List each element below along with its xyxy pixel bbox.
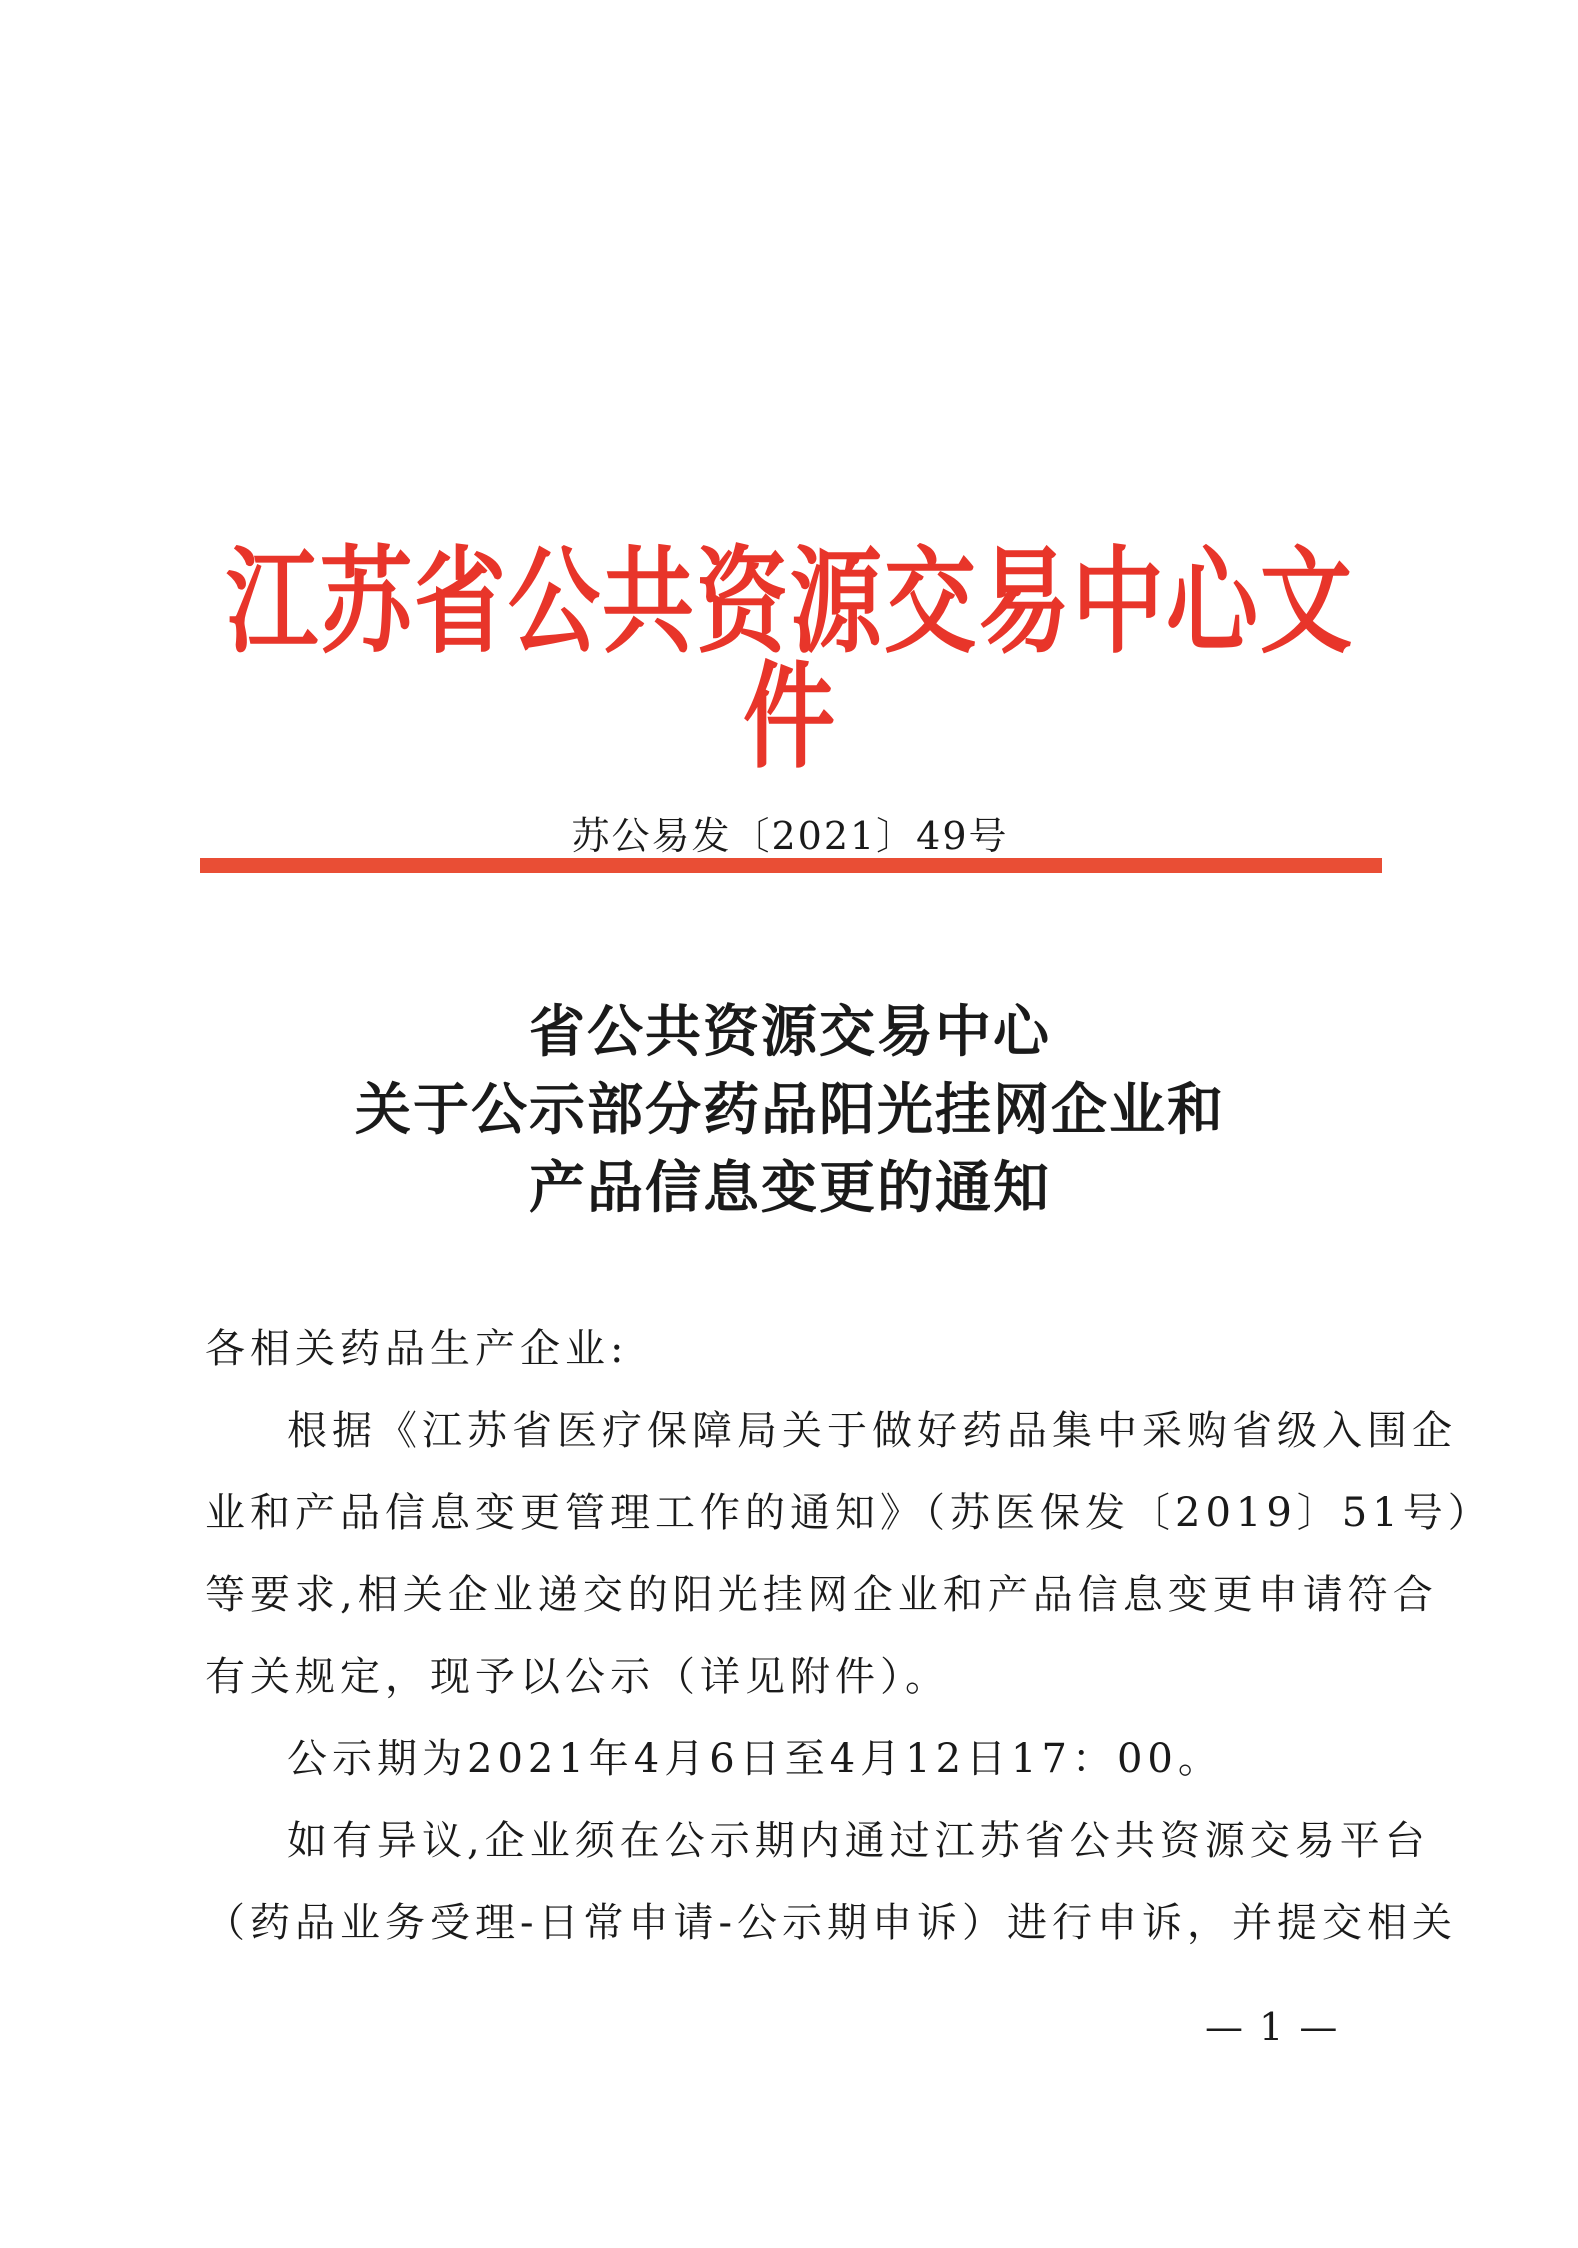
paragraph-line: 等要求,相关企业递交的阳光挂网企业和产品信息变更申请符合	[205, 1572, 1438, 1618]
red-header-title: 江苏省公共资源交易中心文件	[225, 535, 1354, 784]
notice-title	[200, 993, 1380, 1227]
paragraph-line: 根据《江苏省医疗保障局关于做好药品集中采购省级入围企	[287, 1408, 1457, 1454]
paragraph-line: 如有异议,企业须在公示期内通过江苏省公共资源交易平台	[287, 1818, 1430, 1864]
notice-body	[205, 1308, 1493, 1964]
publicity-period: 公示期为2021年4月6日至4月12日17：00。	[287, 1736, 1223, 1782]
document-number: 苏公易发〔2021〕49号	[571, 814, 1009, 858]
notice-title-line: 省公共资源交易中心	[529, 999, 1051, 1065]
notice-title-line: 产品信息变更的通知	[529, 1155, 1051, 1221]
page-number: — 1 —	[1205, 2005, 1340, 2049]
paragraph-line: 有关规定，现予以公示（详见附件）。	[205, 1654, 950, 1700]
salutation: 各相关药品生产企业:	[205, 1326, 629, 1372]
notice-title-line: 关于公示部分药品阳光挂网企业和	[355, 1077, 1225, 1143]
paragraph-line: 业和产品信息变更管理工作的通知》（苏医保发〔2019〕51号）	[205, 1490, 1493, 1536]
red-divider-rule	[200, 858, 1382, 873]
paragraph-line: （药品业务受理-日常申请-公示期申诉）进行申诉，并提交相关	[205, 1900, 1458, 1946]
